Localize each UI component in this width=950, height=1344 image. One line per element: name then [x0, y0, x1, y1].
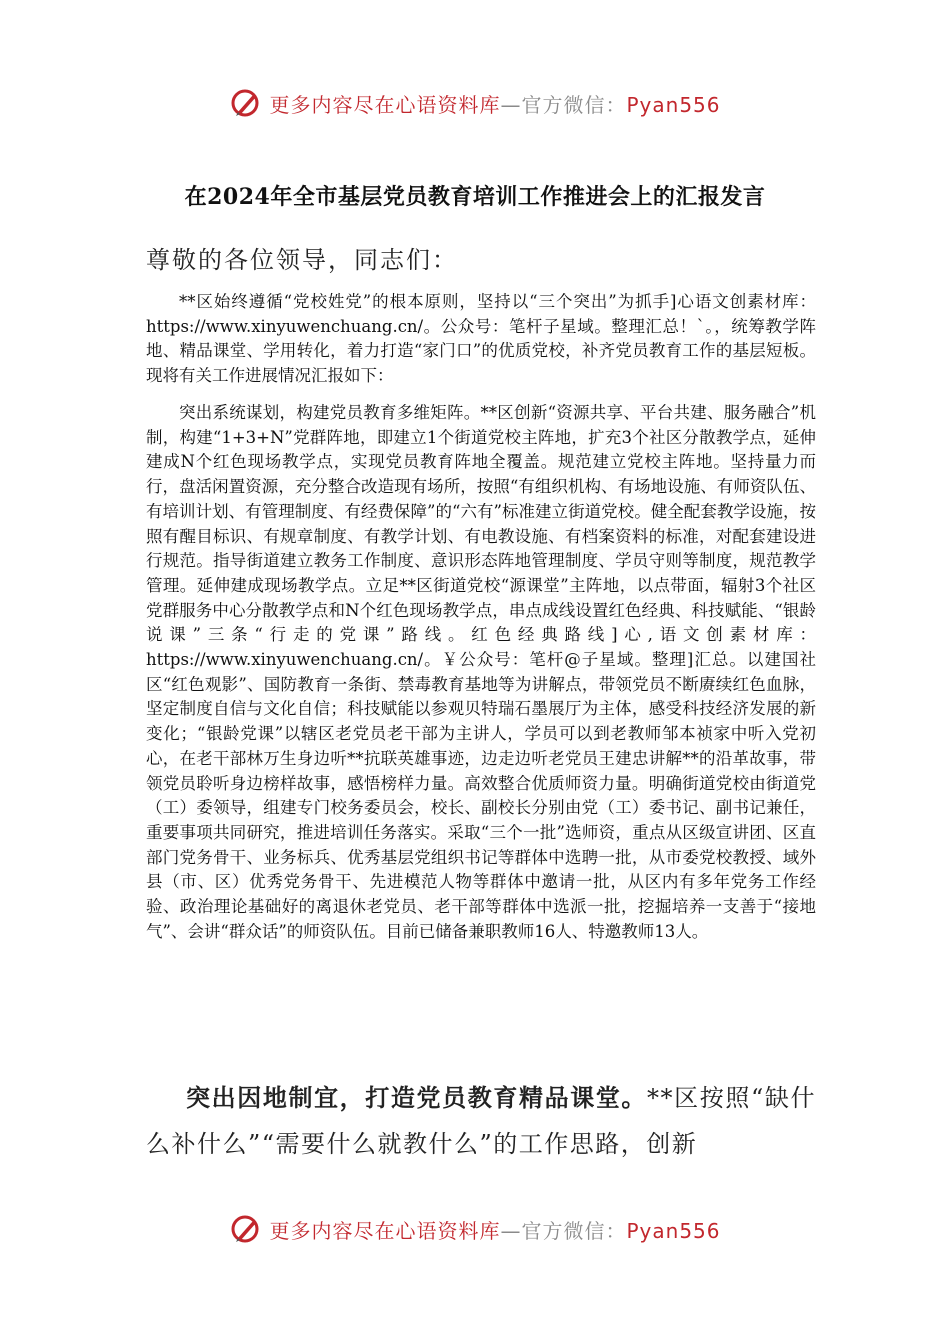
salutation: 尊敬的各位领导，同志们： [146, 246, 458, 274]
body-paragraph: 突出系统谋划，构建党员教育多维矩阵。**区创新“资源共享、平台共建、服务融合”机制，构建“1+3+N”党群阵地，即建立1个街道党校主阵地，扩充3个社区分散教学点，延伸建成N个红色现场教学点，实现党员教育阵地全覆盖。规范建立党校主阵地。坚持量力而行，盘活闲置资源，充分整合改造现有场所，按照“有组织机构、有场地设施、有师资队伍、有培训计划、有管理制度、有经费保障”的“六有”标准建立街道党校。健全配套教学设施，按照有醒目标识、有规章制度、有教学计划、有电教设施、有档案资料的标准，对配套建设进行规范。指导街道建立教务工作制度、意识形态阵地管理制度、学员守则等制度，规范教学管理。延伸建成现场教学点。立足**区街道党校“源课堂”主阵地，以点带面，辐射3个社区党群服务中心分散教学点和N个红色现场教学点，串点成线设置红色经典、科技赋能、“银龄说课”三条“行走的党课”路线。红色经典路线]心,语文创素材库：https://www.xinyuwenchuang.cn/。￥公众号：笔杆@子星域。整理]汇总。以建国社区“红色观影”、国防教育一条街、禁毒教育基地等为讲解点，带领党员不断赓续红色血脉，坚定制度自信与文化自信；科技赋能以参观贝特瑞石墨展厅为主体，感受科技经济发展的新变化；“银龄党课”以辖区老党员老干部为主讲人，学员可以到老教师邹本祯家中听入党初心，在老干部林万生身边听**抗联英雄事迹，边走边听老党员王建忠讲解**的沿革故事，带领党员聆听身边榜样故事，感悟榜样力量。高效整合优质师资力量。明确街道党校由街道党（工）委领导，组建专门校务委员会，校长、副校长分别由党（工）委书记、副书记兼任，重要事项共同研究，推进培训任务落实。采取“三个一批”选师资，重点从区级宣讲团、区直部门党务骨干、业务标兵、优秀基层党组织书记等群体中选聘一批，从市委党校教授、域外县（市、区）优秀党务骨干、先进模范人物等群体中邀请一批，从区内有多年党务工作经验、政治理论基础好的离退休老党员、老干部等群体中选派一批，挖掘培养一支善于“接地气”、会讲“群众话”的师资队伍。目前已储备兼职教师16人、特邀教师13人。 [146, 403, 816, 941]
pen-logo-icon [229, 86, 263, 120]
section-heading: 突出因地制宜，打造党员教育精品课堂。 [186, 1083, 648, 1112]
section-text: **区按照“缺什么补什么”“需要什么就教什么”的工作思路，创新 [146, 1084, 816, 1158]
body-paragraph: **区始终遵循“党校姓党”的根本原则，坚持以“三个突出”为抓手]心语文创素材库：https://www.xinyuwenchuang.cn/。公众号：笔杆子星域。整理汇总！`。，统筹教学阵地、精品课堂、学用转化，着力打造“家门口”的优质党校，补齐党员教育工作的基层短板。现将有关工作进展情况汇报如下： [146, 292, 816, 386]
watermark-text: 更多内容尽在心语资料库—官方微信：Pyan556 [269, 1218, 721, 1243]
document-title: 在2024年全市基层党员教育培训工作推进会上的汇报发言 [184, 184, 766, 210]
watermark-banner-top [0, 83, 950, 123]
watermark-banner-bottom [0, 1209, 950, 1249]
watermark-text: 更多内容尽在心语资料库—官方微信：Pyan556 [269, 92, 721, 117]
section-heading-paragraph [146, 1075, 816, 1167]
pen-logo-icon [229, 1212, 263, 1246]
